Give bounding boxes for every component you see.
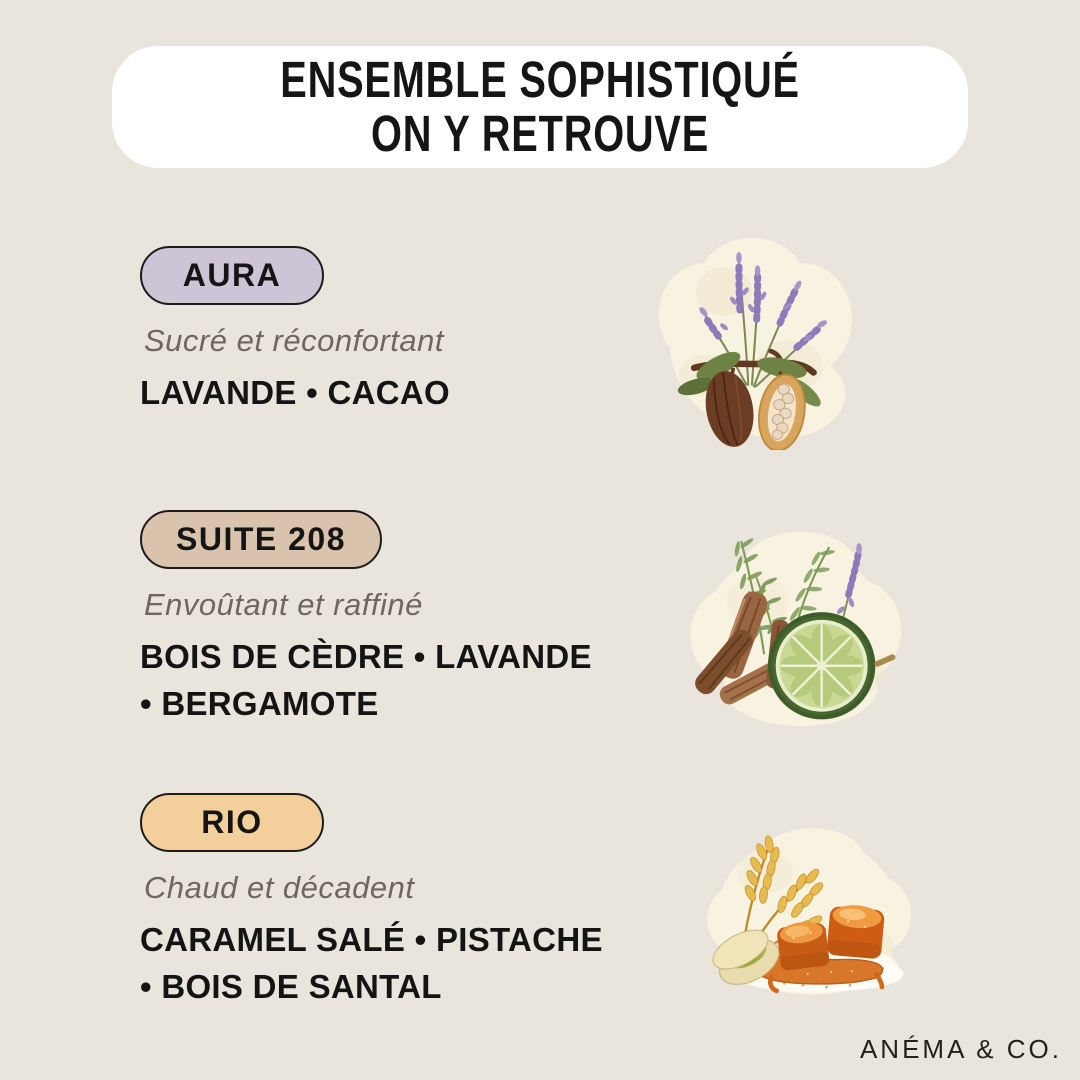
notes-line: LAVANDE • CACAO <box>140 374 450 411</box>
suite-208-illustration-cedar-lime-icon <box>676 520 906 731</box>
lime-slice <box>768 612 875 719</box>
badge-suite-208: SUITE 208 <box>140 510 382 569</box>
section-suite-208 <box>140 510 645 727</box>
notes-suite-208 <box>140 633 645 727</box>
notes-line: BOIS DE CÈDRE • LAVANDE <box>140 638 592 675</box>
badge-aura: AURA <box>140 246 324 305</box>
tagline-suite-208: Envoûtant et raffiné <box>144 587 423 622</box>
badge-rio: RIO <box>140 793 324 852</box>
notes-rio <box>140 916 645 1010</box>
section-rio <box>140 793 645 1010</box>
page-title <box>280 53 800 161</box>
title-line-1: ENSEMBLE SOPHISTIQUÉ <box>280 51 800 108</box>
title-line-2: ON Y RETROUVE <box>370 105 710 162</box>
notes-line: CARAMEL SALÉ • PISTACHE <box>140 921 603 958</box>
aura-illustration-lavender-cacao-icon <box>640 226 864 450</box>
brand-logo-text: ANÉMA & CO. <box>859 1034 1062 1064</box>
notes-line: • BERGAMOTE <box>140 685 379 722</box>
rio-illustration-caramel-pistachio-icon <box>690 816 916 1004</box>
tagline-rio: Chaud et décadent <box>144 870 415 905</box>
tagline-aura: Sucré et réconfortant <box>144 323 444 358</box>
notes-line: • BOIS DE SANTAL <box>140 968 442 1005</box>
section-aura <box>140 246 645 416</box>
header-card <box>112 46 968 168</box>
notes-aura <box>140 369 645 416</box>
